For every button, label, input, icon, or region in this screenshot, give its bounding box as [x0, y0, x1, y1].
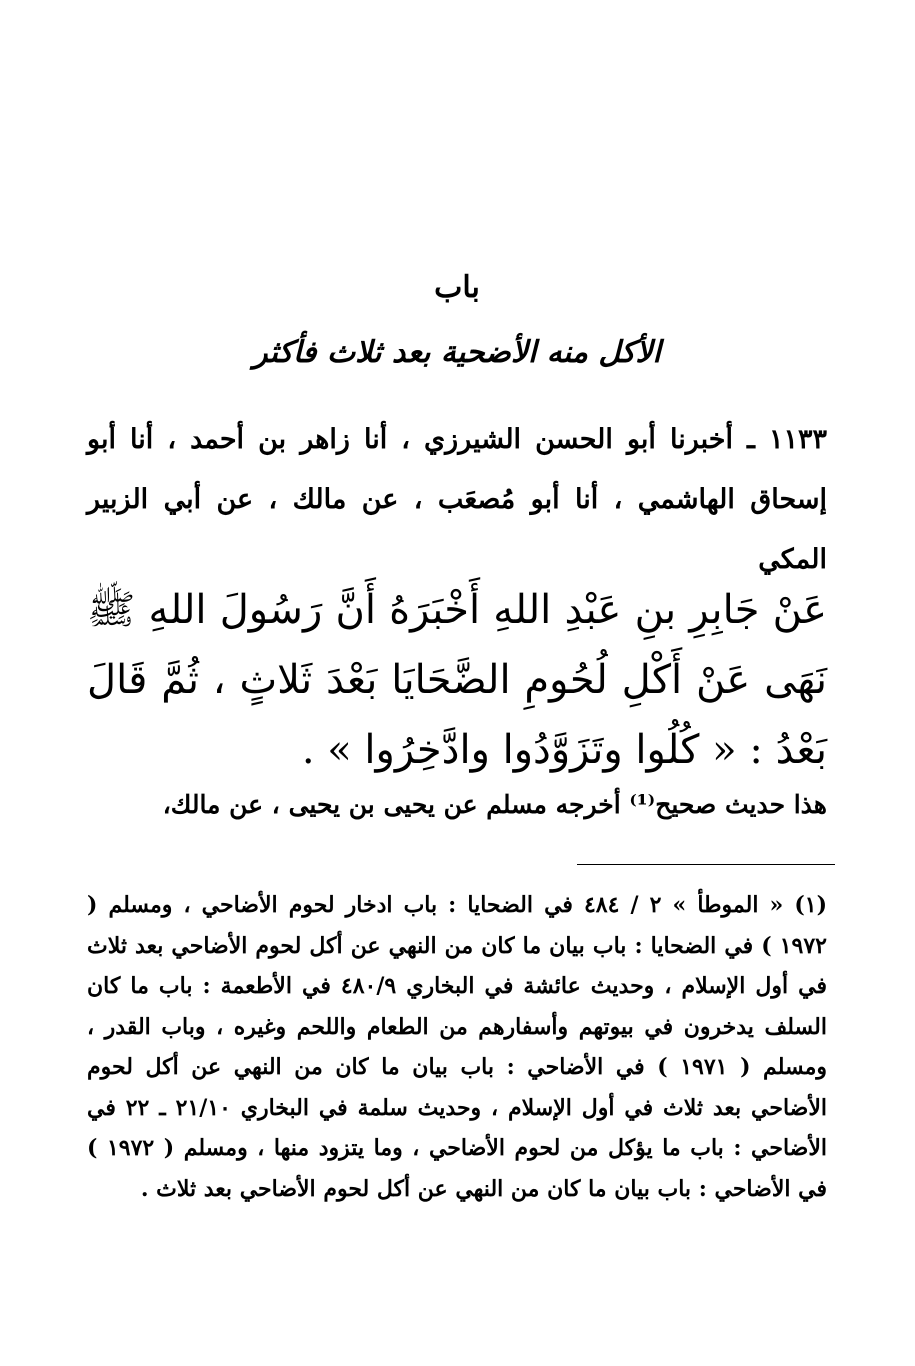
chapter-title: الأكل منه الأضحية بعد ثلاث فأكثر	[253, 335, 661, 370]
footnote: (١) « الموطأ » ٢ / ٤٨٤ في الضحايا : باب ادخار لحوم الأضاحي ، ومسلم ( ١٩٧٢ ) في الضحايا : باب بيان ما كان من النهي عن أكل لحوم الأضاحي بعد ثلاث في أول الإسلام ، وحديث عائشة في البخاري ٤٨٠/٩ في الأطعمة : باب ما كان السلف يدخرون في بيوتهم وأسفارهم من الطعام واللحم وغيره ، وباب القدر ، ومسلم ( ١٩٧١ ) في الأضاحي : باب بيان ما كان من النهي عن أكل لحوم الأضاحي بعد ثلاث في أول الإسلام ، وحديث سلمة في البخاري ٢١/١٠ ـ ٢٢ في الأضاحي : باب ما يؤكل من لحوم الأضاحي ، وما يتزود منها ، ومسلم ( ١٩٧٢ ) في الأضاحي : باب بيان ما كان من النهي عن أكل لحوم الأضاحي بعد ثلاث .	[87, 892, 828, 1202]
footnote-divider	[577, 864, 835, 865]
hadith-isnad: ١١٣٣ ـ أخبرنا أبو الحسن الشيرزي ، أنا زاهر بن أحمد ، أنا أبو إسحاق الهاشمي ، أنا أبو مُصعَب ، عن مالك ، عن أبي الزبير المكي	[87, 424, 827, 575]
chapter-heading-word: باب	[434, 270, 480, 305]
hadith-grading: هذا حديث صحيح⁽¹⁾ أخرجه مسلم عن يحيى بن يحيى ، عن مالك،	[162, 790, 827, 819]
hadith-matn: عَنْ جَابِرِ بنِ عَبْدِ اللهِ أَخْبَرَهُ أَنَّ رَسُولَ اللهِ ﷺ نَهَى عَنْ أَكْلِ لُحُومِ الضَّحَايَا بَعْدَ ثَلاثٍ ، ثُمَّ قَالَ بَعْدُ : « كُلُوا وتَزَوَّدُوا وادَّخِرُوا » .	[87, 587, 827, 773]
